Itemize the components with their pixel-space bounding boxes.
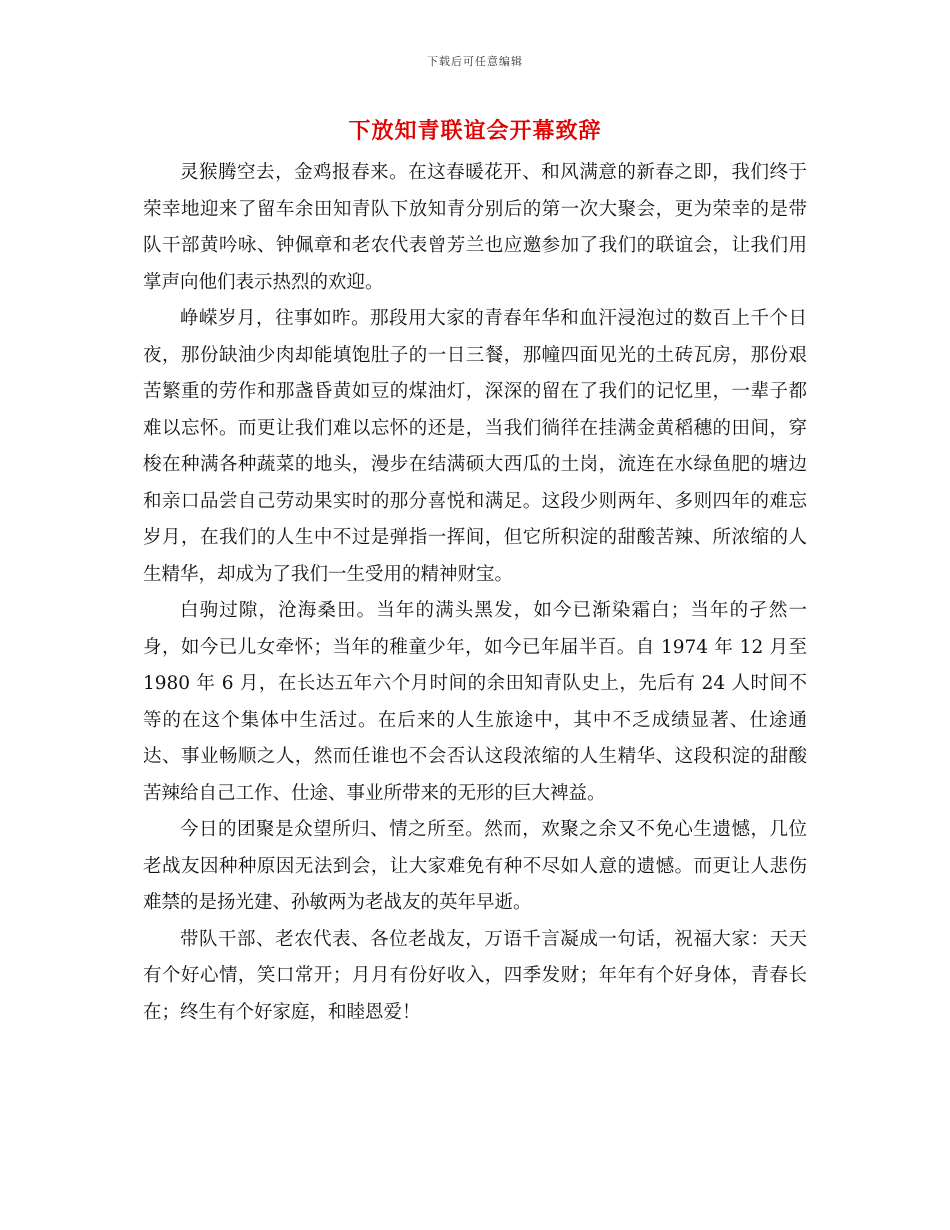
paragraph-1: 灵猴腾空去，金鸡报春来。在这春暖花开、和风满意的新春之即，我们终于荣幸地迎来了留车余田知青队下放知青分别后的第一次大聚会，更为荣幸的是带队干部黄吟咏、钟佩章和老农代表曾芳兰也应邀参加了我们的联谊会，让我们用掌声向他们表示热烈的欢迎。 <box>143 162 807 293</box>
header-note: 下载后可任意编辑 <box>427 55 523 68</box>
document-body <box>143 155 807 1031</box>
document-title: 下放知青联谊会开幕致辞 <box>348 118 602 144</box>
paragraph-4: 今日的团聚是众望所归、情之所至。然而，欢聚之余又不免心生遗憾，几位老战友因种种原因无法到会，让大家难免有种不尽如人意的遗憾。而更让人悲伤难禁的是扬光建、孙敏两为老战友的英年早逝。 <box>143 819 807 913</box>
paragraph-5: 带队干部、老农代表、各位老战友，万语千言凝成一句话，祝福大家：天天有个好心情，笑口常开；月月有份好收入，四季发财；年年有个好身体，青春长在；终生有个好家庭，和睦恩爱！ <box>143 928 807 1023</box>
paragraph-3: 白驹过隙，沧海桑田。当年的满头黑发，如今已渐染霜白；当年的孑然一身，如今已儿女牵怀；当年的稚童少年，如今已年届半百。自 1974 年 12 月至 1980 年 6 月，在长达五年六个月时间的余田知青队史上，先后有 24 人时间不等的在这个集体中生活过。在后来的人生旅途中，其中不乏成绩显著、仕途通达、事业畅顺之人，然而任谁也不会否认这段浓缩的人生精华、这段积淀的甜酸苦辣给自己工作、仕途、事业所带来的无形的巨大裨益。 <box>143 600 807 804</box>
paragraph-2: 峥嵘岁月，往事如昨。那段用大家的青春年华和血汗浸泡过的数百上千个日夜，那份缺油少肉却能填饱肚子的一日三餐，那幢四面见光的土砖瓦房，那份艰苦繁重的劳作和那盏昏黄如豆的煤油灯，深深的留在了我们的记忆里，一辈子都难以忘怀。而更让我们难以忘怀的还是，当我们徜徉在挂满金黄稻穗的田间，穿梭在种满各种蔬菜的地头，漫步在结满硕大西瓜的土岗，流连在水绿鱼肥的塘边和亲口品尝自己劳动果实时的那分喜悦和满足。这段少则两年、多则四年的难忘岁月，在我们的人生中不过是弹指一挥间，但它所积淀的甜酸苦辣、所浓缩的人生精华，却成为了我们一生受用的精神财宝。 <box>143 308 807 585</box>
